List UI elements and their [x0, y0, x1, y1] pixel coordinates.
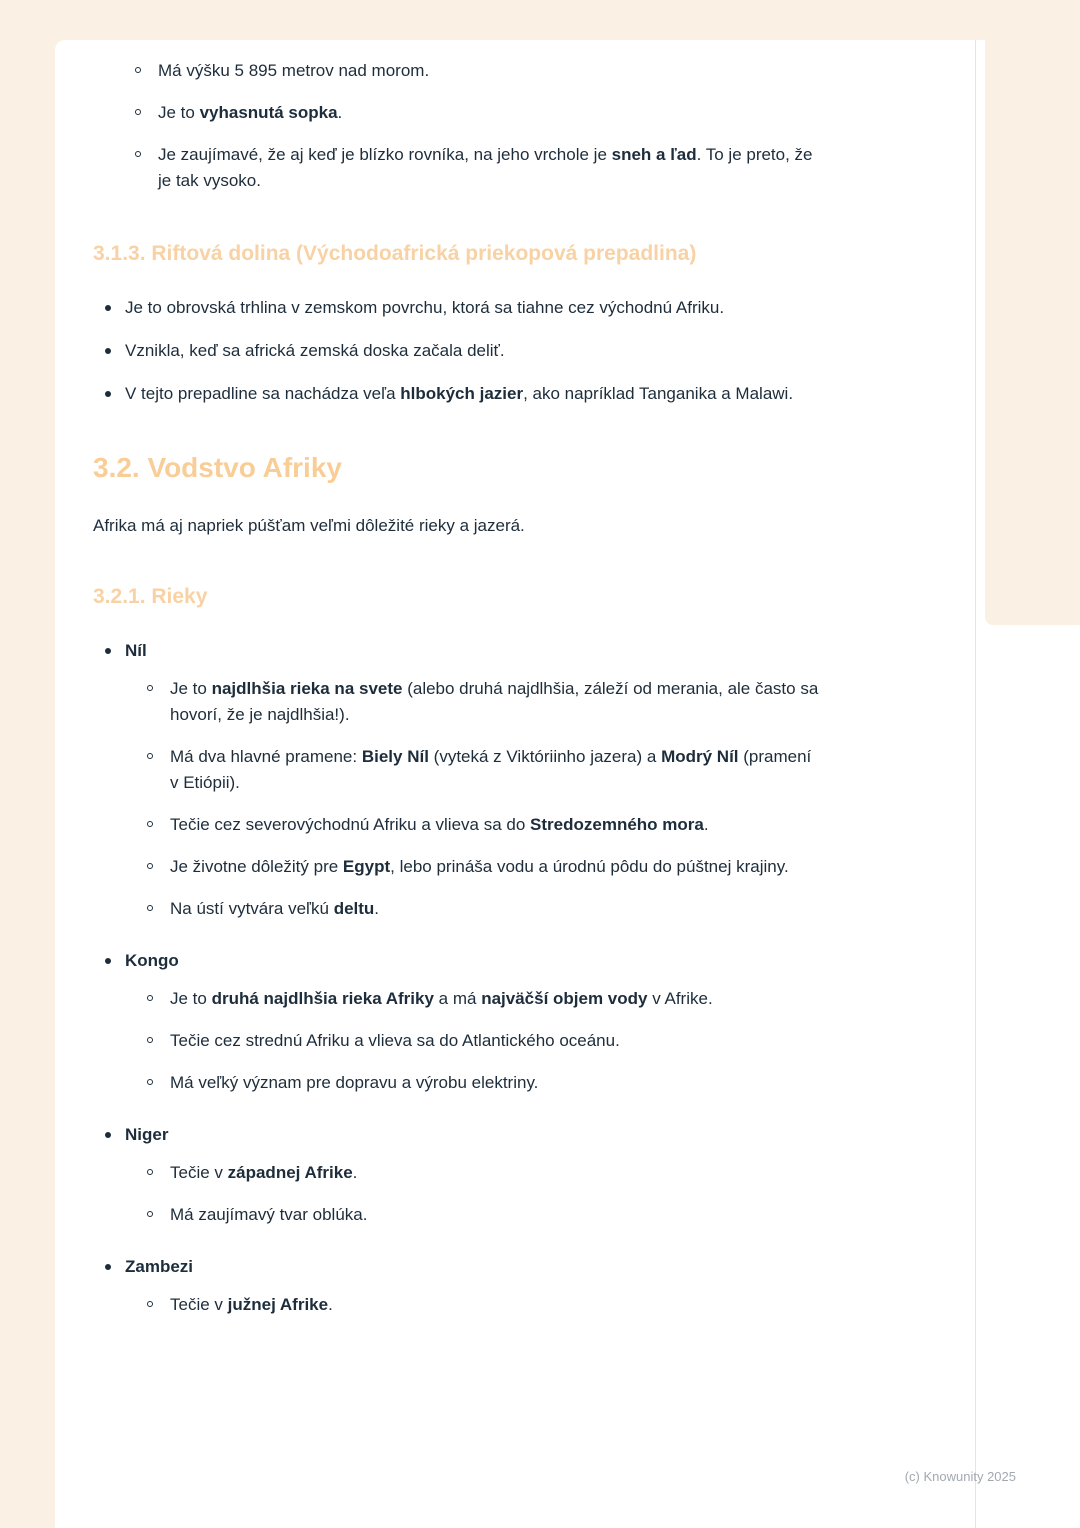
text: Je to — [170, 989, 212, 1008]
river-item — [93, 638, 823, 922]
document-content — [93, 58, 823, 1344]
section-heading-rieky: 3.2.1. Rieky — [93, 585, 208, 608]
text: Je zaujímavé, že aj keď je blízko rovníka, na jeho vrchole je — [158, 145, 612, 164]
river-item — [93, 948, 823, 1096]
text: Má veľký význam pre dopravu a výrobu elektriny. — [170, 1073, 539, 1092]
list-item — [93, 295, 823, 321]
text: a má — [433, 989, 482, 1008]
list-item — [137, 986, 823, 1012]
list-item — [93, 338, 823, 364]
list-item — [137, 1202, 823, 1228]
list-item — [137, 1070, 823, 1096]
bullet-circle-icon — [147, 1211, 153, 1217]
text: . — [374, 899, 380, 918]
list-item — [125, 142, 823, 194]
text: Je to — [170, 679, 212, 698]
list-item — [137, 1292, 823, 1318]
text: Tečie v — [170, 1295, 228, 1314]
text: Tečie v — [170, 1163, 228, 1182]
page-edge-divider — [975, 40, 976, 1528]
river-name: Níl — [125, 641, 147, 660]
text: V tejto prepadline sa nachádza veľa — [125, 384, 401, 403]
list-item — [137, 1160, 823, 1186]
list-item — [137, 896, 823, 922]
bullet-circle-icon — [147, 1079, 153, 1085]
bold-text: hlbokých jazier — [400, 384, 524, 403]
text: , lebo prináša vodu a úrodnú pôdu do púštnej krajiny. — [390, 857, 789, 876]
bold-text: vyhasnutá sopka — [199, 103, 338, 122]
river-name: Kongo — [125, 951, 179, 970]
bullet-circle-icon — [135, 109, 141, 115]
list-item — [125, 100, 823, 126]
list-item — [137, 676, 823, 728]
text: Má zaujímavý tvar oblúka. — [170, 1205, 368, 1224]
bold-text: Biely Níl — [361, 747, 429, 766]
bullet-disc-icon — [105, 1264, 111, 1270]
text: (alebo druhá najdlhšia, záleží od merania, ale často sa hovorí, že je najdlhšia!). — [170, 679, 819, 724]
text: Na ústí vytvára veľkú — [170, 899, 334, 918]
bold-text: Modrý Níl — [661, 747, 739, 766]
bold-text: najdlhšia rieka na svete — [211, 679, 403, 698]
river-sublist — [137, 1160, 823, 1228]
bullet-circle-icon — [147, 1169, 153, 1175]
bold-text: sneh a ľad — [611, 145, 697, 164]
river-sublist — [137, 1292, 823, 1318]
text: Vznikla, keď sa africká zemská doska začala deliť. — [125, 341, 505, 360]
text: . — [337, 103, 343, 122]
vodstvo-intro-paragraph: Afrika má aj napriek púšťam veľmi dôležité rieky a jazerá. — [93, 516, 525, 535]
bullet-circle-icon — [147, 685, 153, 691]
rift-valley-list — [93, 295, 823, 407]
bullet-disc-icon — [105, 348, 111, 354]
river-item — [93, 1254, 823, 1318]
text: Má dva hlavné pramene: — [170, 747, 362, 766]
bold-text: najväčší objem vody — [481, 989, 648, 1008]
text: (pramení v Etiópii). — [170, 747, 812, 792]
river-sublist — [137, 676, 823, 922]
river-name: Zambezi — [125, 1257, 194, 1276]
bold-text: južnej Afrike — [227, 1295, 329, 1314]
list-item — [137, 744, 823, 796]
text: Tečie cez strednú Afriku a vlieva sa do Atlantického oceánu. — [170, 1031, 620, 1050]
text: . To je preto, že je tak vysoko. — [158, 145, 813, 190]
bullet-circle-icon — [135, 67, 141, 73]
bullet-circle-icon — [147, 905, 153, 911]
bold-text: Stredozemného mora — [530, 815, 704, 834]
right-margin-block — [985, 40, 1080, 625]
list-item — [137, 812, 823, 838]
text: . — [703, 815, 709, 834]
list-item — [93, 381, 823, 407]
bullet-disc-icon — [105, 1132, 111, 1138]
bullet-circle-icon — [147, 1301, 153, 1307]
river-name: Niger — [125, 1125, 169, 1144]
bold-text: druhá najdlhšia rieka Afriky — [211, 989, 434, 1008]
rivers-list — [93, 638, 823, 1318]
bullet-circle-icon — [147, 995, 153, 1001]
bold-text: deltu — [333, 899, 375, 918]
text: Je to — [158, 103, 200, 122]
river-item — [93, 1122, 823, 1228]
kilimanjaro-sublist — [125, 58, 823, 194]
text: . — [352, 1163, 358, 1182]
bullet-disc-icon — [105, 648, 111, 654]
text: Je životne dôležitý pre — [170, 857, 343, 876]
list-item — [137, 854, 823, 880]
text: . — [328, 1295, 333, 1314]
bullet-disc-icon — [105, 391, 111, 397]
bullet-circle-icon — [147, 821, 153, 827]
bold-text: západnej Afrike — [227, 1163, 353, 1182]
bullet-disc-icon — [105, 305, 111, 311]
bullet-disc-icon — [105, 958, 111, 964]
bullet-circle-icon — [135, 151, 141, 157]
bullet-circle-icon — [147, 1037, 153, 1043]
text: v Afrike. — [647, 989, 713, 1008]
section-heading-rift: 3.1.3. Riftová dolina (Východoafrická priekopová prepadlina) — [93, 242, 697, 265]
text: (vyteká z Viktóriinho jazera) a — [428, 747, 662, 766]
bullet-circle-icon — [147, 863, 153, 869]
list-item — [125, 58, 823, 84]
text: Tečie cez severovýchodnú Afriku a vlieva sa do — [170, 815, 531, 834]
bullet-circle-icon — [147, 753, 153, 759]
section-heading-vodstvo: 3.2. Vodstvo Afriky — [93, 452, 342, 483]
river-sublist — [137, 986, 823, 1096]
text: Má výšku 5 895 metrov nad morom. — [158, 61, 430, 80]
copyright: (c) Knowunity 2025 — [904, 1469, 1016, 1484]
list-item — [137, 1028, 823, 1054]
text: , ako napríklad Tanganika a Malawi. — [523, 384, 794, 403]
bold-text: Egypt — [342, 857, 391, 876]
document-page — [55, 40, 1080, 1528]
text: Je to obrovská trhlina v zemskom povrchu, ktorá sa tiahne cez východnú Afriku. — [125, 298, 725, 317]
